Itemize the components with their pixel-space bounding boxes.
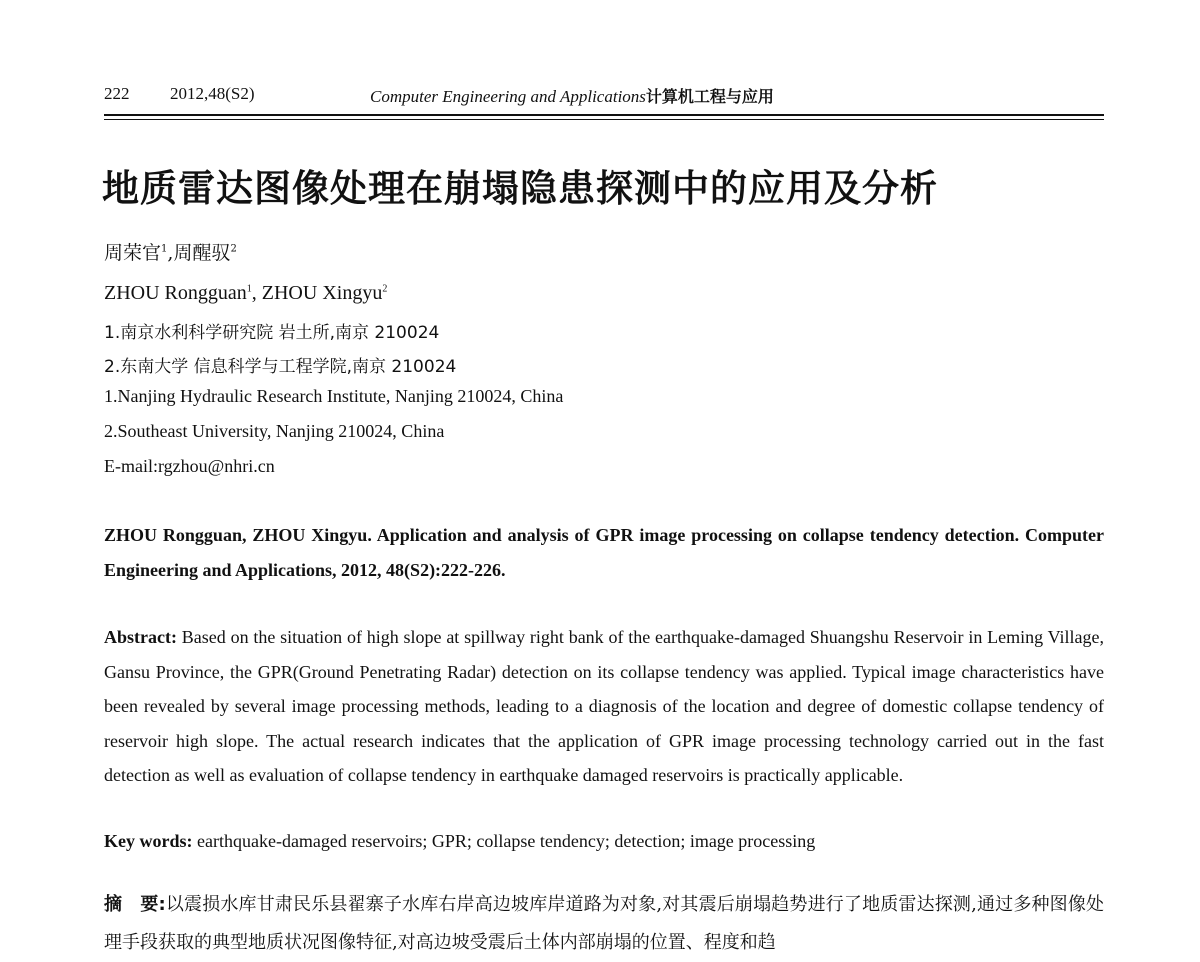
author-cn-2-sup: 2: [230, 243, 237, 255]
journal-name: [370, 84, 774, 107]
abstract-en: [104, 620, 1104, 793]
journal-name-cn: 计算机工程与应用: [645, 87, 774, 106]
keywords-text: earthquake-damaged reservoirs; GPR; collapse tendency; detection; image processing: [197, 831, 816, 851]
author-cn-1-sup: 1: [161, 243, 168, 255]
author-en-1-sup: 1: [246, 283, 252, 295]
keywords-en: [104, 824, 1104, 859]
affiliation-cn-2: 2.东南大学 信息科学与工程学院,南京 210024: [104, 357, 457, 377]
abstract-cn: [104, 886, 1104, 962]
header-rule-thin: [104, 119, 1104, 120]
email-address: E-mail:rgzhou@nhri.cn: [104, 456, 275, 476]
page-number: 222: [104, 84, 130, 103]
author-en-1: ZHOU Rongguan: [104, 282, 247, 304]
citation: ZHOU Rongguan, ZHOU Xingyu. Application and analysis of GPR image processing on collapse tendency detection. Computer Engineering and Applications, 2012, 48(S2):222-226.: [104, 525, 1104, 580]
issue-label: 2012,48(S2): [170, 84, 255, 103]
abstract-cn-label: 摘 要:: [104, 894, 166, 915]
abstract-cn-text: 以震损水库甘肃民乐县翟寨子水库右岸高边坡库岸道路为对象,对其震后崩塌趋势进行了地质雷达探测,通过多种图像处理手段获取的典型地质状况图像特征,对高边坡受震后土体内部崩塌的位置、程度和趋: [104, 894, 1104, 953]
paper-title: 地质雷达图像处理在崩塌隐患探测中的应用及分析: [102, 167, 938, 210]
abstract-text: Based on the situation of high slope at spillway right bank of the earthquake-damaged Shuangshu Reservoir in Leming Village, Gansu Province, the GPR(Ground Penetrating Radar) detection on its collapse tendency was applied. Typical image characteristics have been revealed by several image processing methods, leading to a diagnosis of the location and degree of domestic collapse tendency of reservoir high slope. The actual research indicates that the application of GPR image processing technology carried out in the fast detection as well as evaluation of collapse tendency in earthquake damaged reservoirs is practically applicable.: [104, 627, 1104, 785]
header-rule: [104, 114, 1104, 116]
author-cn-1: 周荣官: [104, 242, 162, 264]
author-en-sep: ,: [251, 282, 262, 304]
author-en-2-sup: 2: [382, 283, 388, 295]
journal-name-en: Computer Engineering and Applications: [370, 87, 646, 106]
author-cn-2: 周醒驭: [173, 242, 231, 264]
author-en-2: ZHOU Xingyu: [261, 282, 383, 304]
keywords-label: Key words:: [104, 831, 193, 851]
authors-cn: [104, 238, 237, 265]
affiliation-en-1: 1.Nanjing Hydraulic Research Institute, Nanjing 210024, China: [104, 386, 564, 406]
affiliation-cn-1: 1.南京水利科学研究院 岩土所,南京 210024: [104, 323, 440, 343]
affiliation-en-2: 2.Southeast University, Nanjing 210024, China: [104, 421, 445, 441]
author-cn-sep: ,: [167, 242, 174, 264]
authors-en: [104, 282, 387, 305]
abstract-label: Abstract:: [104, 627, 177, 647]
